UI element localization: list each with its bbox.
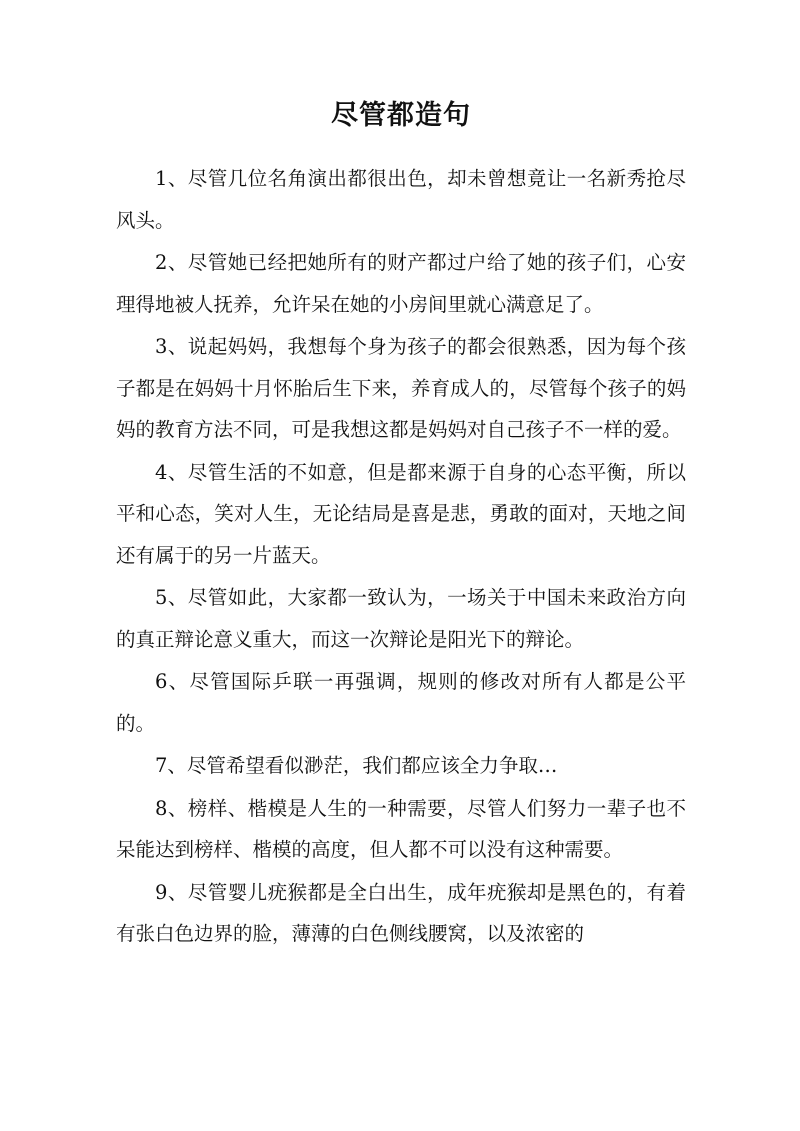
paragraph-4: 4、尽管生活的不如意，但是都来源于自身的心态平衡，所以平和心态，笑对人生，无论结局是喜是悲，勇敢的面对，天地之间还有属于的另一片蓝天。 — [116, 460, 686, 567]
paragraph-9: 9、尽管婴儿疣猴都是全白出生，成年疣猴却是黑色的，有着有张白色边界的脸，薄薄的白色侧线腰窝，以及浓密的 — [116, 880, 686, 945]
paragraph-1: 1、尽管几位名角演出都很出色，却未曾想竟让一名新秀抢尽风头。 — [116, 167, 686, 232]
paragraph-7: 7、尽管希望看似渺茫，我们都应该全力争取… — [155, 754, 558, 777]
paragraph-8: 8、榜样、楷模是人生的一种需要，尽管人们努力一辈子也不呆能达到榜样、楷模的高度，但人都不可以没有这种需要。 — [116, 796, 686, 861]
paragraph-6: 6、尽管国际乒联一再强调，规则的修改对所有人都是公平的。 — [116, 670, 686, 735]
paragraph-5: 5、尽管如此，大家都一致认为，一场关于中国未来政治方向的真正辩论意义重大，而这一次辩论是阳光下的辩论。 — [116, 586, 686, 651]
document-title: 尽管都造句 — [331, 100, 471, 131]
paragraph-3: 3、说起妈妈，我想每个身为孩子的都会很熟悉，因为每个孩子都是在妈妈十月怀胎后生下来，养育成人的，尽管每个孩子的妈妈的教育方法不同，可是我想这都是妈妈对自己孩子不一样的爱。 — [116, 335, 686, 441]
document-page — [116, 96, 686, 956]
paragraph-2: 2、尽管她已经把她所有的财产都过户给了她的孩子们，心安理得地被人抚养，允许呆在她的小房间里就心满意足了。 — [116, 251, 686, 316]
